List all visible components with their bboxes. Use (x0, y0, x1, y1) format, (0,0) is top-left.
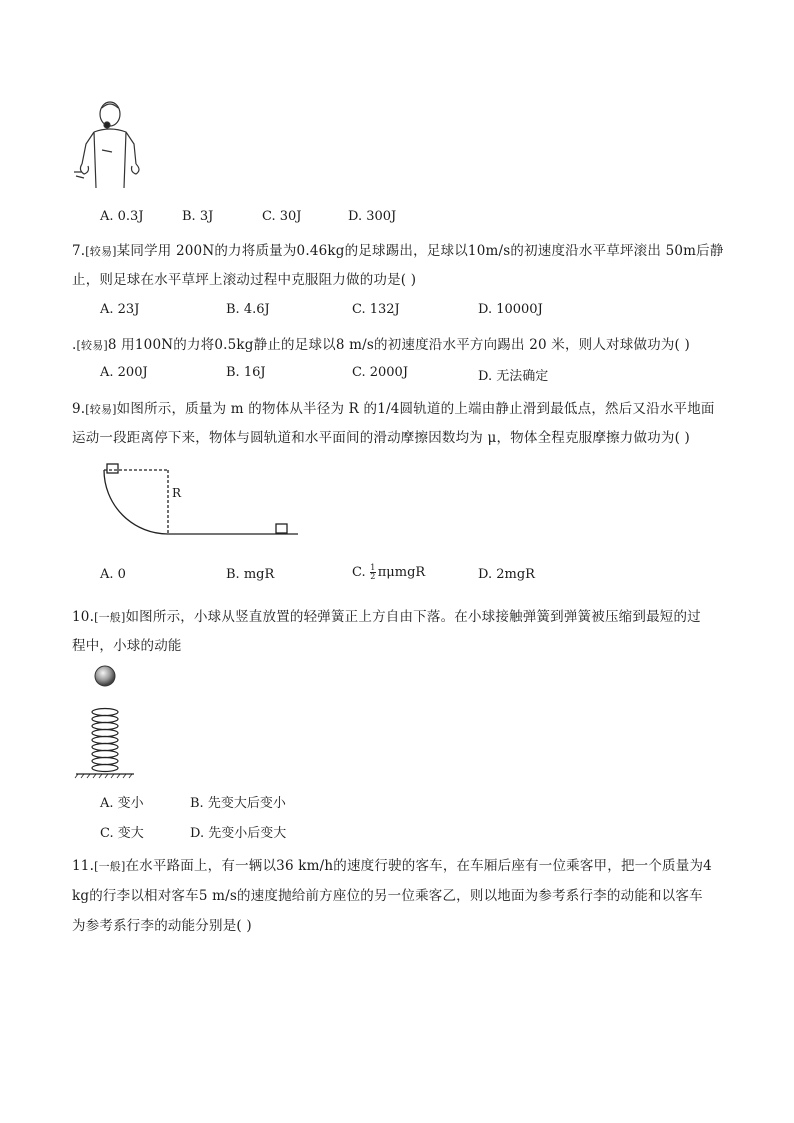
q8-option-c[interactable]: C. 2000J (352, 365, 409, 380)
q10-option-b[interactable]: B. 先变大后变小 (190, 796, 286, 811)
q8-option-b[interactable]: B. 16J (226, 365, 266, 380)
q11-stem-line3: 为参考系行李的动能分别是( ) (72, 918, 252, 934)
q10-option-a[interactable]: A. 变小 (100, 796, 144, 811)
q10-stem-line1 (72, 605, 701, 625)
q10-stem-line2: 程中，小球的动能 (72, 638, 182, 654)
q9-option-c-letter: C. (352, 565, 370, 580)
q8-number: . (72, 337, 77, 353)
q7-text-1: 某同学用 200N的力将质量为0.46kg的足球踢出，足球以10m/s的初速度沿水平草坪滚出 50m后静 (116, 243, 724, 259)
q7-difficulty-tag: [较易] (85, 245, 117, 258)
q10-option-c[interactable]: C. 变大 (100, 826, 144, 841)
q9-radius-label: R (172, 486, 182, 500)
q9-option-c-fraction: $\frac{1}{2}$ (370, 563, 376, 581)
q11-stem-line1 (72, 854, 712, 874)
q8-stem-line1 (72, 333, 690, 353)
q10-difficulty-tag: [一般] (94, 611, 126, 624)
q11-stem-line2: kg的行李以相对客车5 m/s的速度抛给前方座位的另一位乘客乙，则以地面为参考系行李的动能和以客车 (72, 888, 703, 904)
q9-difficulty-tag: [较易] (85, 403, 117, 416)
q6-option-c[interactable]: C. 30J (262, 209, 302, 224)
q9-option-b[interactable]: B. mgR (226, 567, 275, 582)
q7-option-a[interactable]: A. 23J (100, 302, 140, 317)
q6-option-b[interactable]: B. 3J (182, 209, 214, 224)
person-figure (72, 98, 152, 194)
q9-option-a[interactable]: A. 0 (100, 567, 126, 582)
q8-text-1: 8 用100N的力将0.5kg静止的足球以8 m/s的初速度沿水平方向踢出 20 米，则人对球做功为( ) (107, 337, 690, 353)
q9-stem-line2: 运动一段距离停下来，物体与圆轨道和水平面间的滑动摩擦因数均为 μ，物体全程克服摩擦力做功为( ) (72, 430, 690, 446)
q10-option-d[interactable]: D. 先变小后变大 (190, 826, 287, 841)
q6-option-d[interactable]: D. 300J (348, 209, 397, 224)
q8-option-a[interactable]: A. 200J (100, 365, 148, 380)
q10-number: 10. (72, 609, 95, 625)
q7-stem-line1 (72, 239, 724, 259)
q11-text-1: 在水平路面上，有一辆以36 km/h的速度行驶的客车，在车厢后座有一位乘客甲，把一个质量为4 (125, 858, 712, 874)
q7-stem-line2: 止，则足球在水平草坪上滚动过程中克服阻力做的功是( ) (72, 272, 417, 288)
q11-difficulty-tag: [一般] (94, 860, 126, 873)
quarter-circle-track-figure (100, 460, 300, 540)
q8-option-d[interactable]: D. 无法确定 (478, 369, 549, 384)
q8-difficulty-tag: [较易] (76, 339, 108, 352)
q7-number: 7. (72, 243, 86, 259)
q7-option-c[interactable]: C. 132J (352, 302, 400, 317)
q9-stem-line1 (72, 397, 715, 417)
q9-number: 9. (72, 401, 86, 417)
q9-text-1: 如图所示，质量为 m 的物体从半径为 R 的1/4圆轨道的上端由静止滑到最低点，然后又沿水平地面 (116, 401, 715, 417)
q9-option-d[interactable]: D. 2mgR (478, 567, 535, 582)
q11-number: 11. (72, 858, 95, 874)
q7-option-b[interactable]: B. 4.6J (226, 302, 270, 317)
ball-spring-figure (74, 664, 138, 780)
q6-option-a[interactable]: A. 0.3J (100, 209, 144, 224)
q9-option-c-text: πμmgR (377, 565, 426, 580)
q7-option-d[interactable]: D. 10000J (478, 302, 543, 317)
q9-option-c[interactable] (352, 564, 425, 581)
q10-text-1: 如图所示，小球从竖直放置的轻弹簧正上方自由下落。在小球接触弹簧到弹簧被压缩到最短的过 (125, 609, 701, 625)
